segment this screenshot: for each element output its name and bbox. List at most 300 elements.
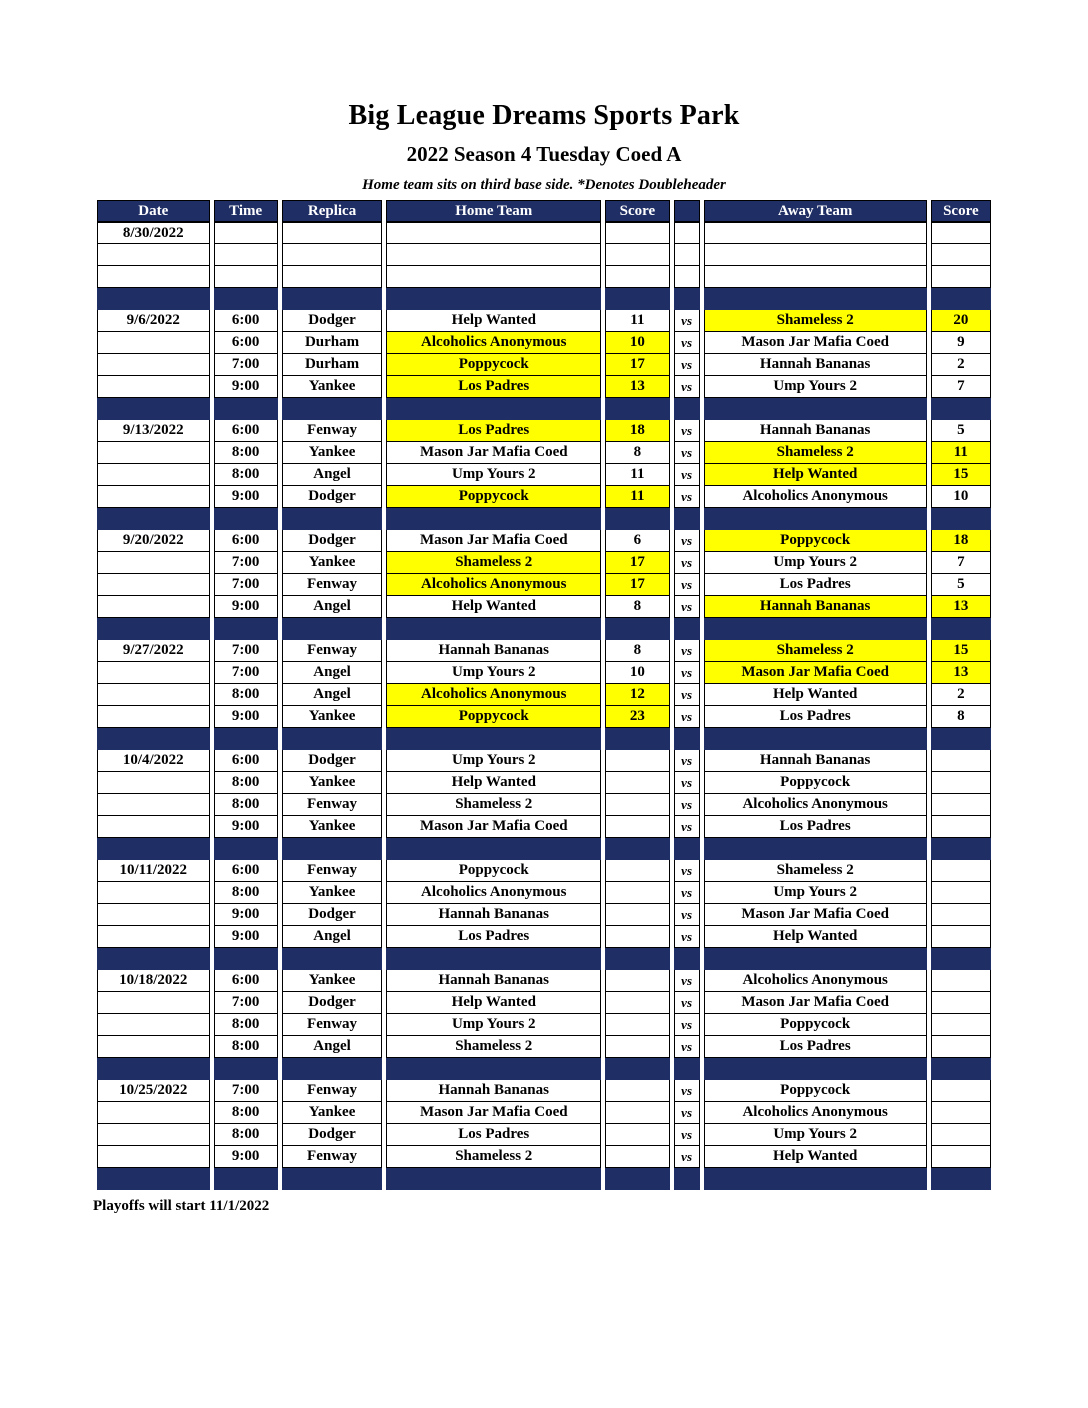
away-team-cell: Alcoholics Anonymous [704, 794, 927, 816]
separator-cell [605, 1168, 669, 1190]
replica-cell: Angel [282, 684, 382, 706]
away-score-cell [931, 1080, 991, 1102]
separator-cell [674, 508, 700, 530]
vs-label [674, 222, 700, 244]
away-score-cell [931, 1014, 991, 1036]
separator-cell [931, 948, 991, 970]
date-cell [97, 354, 210, 376]
replica-cell: Fenway [282, 1014, 382, 1036]
separator-cell [386, 398, 601, 420]
home-team-cell: Alcoholics Anonymous [386, 882, 601, 904]
separator-cell [97, 728, 210, 750]
date-cell [97, 464, 210, 486]
date-cell [97, 574, 210, 596]
away-team-cell: Mason Jar Mafia Coed [704, 332, 927, 354]
separator-row [97, 838, 991, 860]
separator-cell [214, 398, 278, 420]
away-score-cell [931, 970, 991, 992]
away-score-cell [931, 1102, 991, 1124]
separator-cell [605, 728, 669, 750]
vs-label: vs [674, 464, 700, 486]
date-cell [97, 794, 210, 816]
separator-row [97, 508, 991, 530]
replica-cell: Yankee [282, 442, 382, 464]
separator-cell [386, 728, 601, 750]
date-cell [97, 772, 210, 794]
replica-cell: Dodger [282, 310, 382, 332]
date-cell: 10/25/2022 [97, 1080, 210, 1102]
date-cell: 9/13/2022 [97, 420, 210, 442]
away-score-cell [931, 1146, 991, 1168]
home-team-cell: Help Wanted [386, 992, 601, 1014]
home-score-cell: 17 [605, 552, 669, 574]
replica-cell: Fenway [282, 1080, 382, 1102]
separator-cell [931, 288, 991, 310]
separator-cell [931, 508, 991, 530]
home-team-cell: Los Padres [386, 376, 601, 398]
schedule-row [97, 376, 991, 398]
schedule-row [97, 706, 991, 728]
separator-row [97, 728, 991, 750]
vs-label: vs [674, 860, 700, 882]
vs-label: vs [674, 442, 700, 464]
away-score-cell: 2 [931, 354, 991, 376]
date-cell [97, 442, 210, 464]
time-cell: 8:00 [214, 1036, 278, 1058]
home-score-cell [605, 794, 669, 816]
separator-cell [674, 398, 700, 420]
home-score-cell [605, 222, 669, 244]
replica-cell: Angel [282, 464, 382, 486]
time-cell: 6:00 [214, 750, 278, 772]
separator-cell [97, 618, 210, 640]
home-score-cell: 8 [605, 640, 669, 662]
home-team-cell: Help Wanted [386, 310, 601, 332]
time-cell: 9:00 [214, 1146, 278, 1168]
away-team-cell: Ump Yours 2 [704, 1124, 927, 1146]
schedule-row [97, 1124, 991, 1146]
away-team-cell [704, 244, 927, 266]
away-team-cell: Los Padres [704, 816, 927, 838]
separator-cell [386, 288, 601, 310]
replica-cell: Yankee [282, 706, 382, 728]
vs-label: vs [674, 420, 700, 442]
column-header [674, 200, 700, 222]
separator-cell [605, 398, 669, 420]
schedule-row [97, 530, 991, 552]
time-cell: 6:00 [214, 530, 278, 552]
separator-cell [605, 1058, 669, 1080]
time-cell: 8:00 [214, 684, 278, 706]
date-cell [97, 662, 210, 684]
home-score-cell [605, 1036, 669, 1058]
home-score-cell: 8 [605, 596, 669, 618]
date-cell [97, 706, 210, 728]
home-team-cell: Ump Yours 2 [386, 662, 601, 684]
date-cell [97, 1124, 210, 1146]
time-cell: 7:00 [214, 552, 278, 574]
schedule-row [97, 904, 991, 926]
away-score-cell: 2 [931, 684, 991, 706]
schedule-row [97, 244, 991, 266]
separator-cell [214, 728, 278, 750]
vs-label: vs [674, 1036, 700, 1058]
schedule-row [97, 640, 991, 662]
separator-cell [386, 948, 601, 970]
schedule-row [97, 794, 991, 816]
vs-label: vs [674, 662, 700, 684]
away-score-cell [931, 222, 991, 244]
away-team-cell: Alcoholics Anonymous [704, 970, 927, 992]
vs-label: vs [674, 332, 700, 354]
date-cell: 9/6/2022 [97, 310, 210, 332]
schedule-row [97, 684, 991, 706]
vs-label: vs [674, 486, 700, 508]
time-cell: 8:00 [214, 794, 278, 816]
home-team-cell: Poppycock [386, 706, 601, 728]
home-score-cell [605, 1124, 669, 1146]
time-cell: 7:00 [214, 662, 278, 684]
separator-cell [704, 1168, 927, 1190]
separator-cell [605, 618, 669, 640]
column-header: Home Team [386, 200, 601, 222]
away-team-cell: Poppycock [704, 1014, 927, 1036]
schedule-row [97, 222, 991, 244]
away-score-cell [931, 992, 991, 1014]
separator-row [97, 1058, 991, 1080]
replica-cell: Yankee [282, 552, 382, 574]
away-score-cell [931, 750, 991, 772]
home-score-cell [605, 772, 669, 794]
separator-cell [605, 948, 669, 970]
away-team-cell: Shameless 2 [704, 860, 927, 882]
replica-cell: Fenway [282, 1146, 382, 1168]
home-score-cell [605, 1080, 669, 1102]
home-score-cell: 11 [605, 486, 669, 508]
away-score-cell: 20 [931, 310, 991, 332]
home-team-cell: Hannah Bananas [386, 970, 601, 992]
date-cell [97, 684, 210, 706]
vs-label [674, 266, 700, 288]
away-score-cell [931, 904, 991, 926]
vs-label: vs [674, 640, 700, 662]
home-team-cell: Mason Jar Mafia Coed [386, 442, 601, 464]
schedule-table [93, 200, 995, 1190]
separator-row [97, 288, 991, 310]
separator-cell [674, 838, 700, 860]
time-cell: 9:00 [214, 926, 278, 948]
away-team-cell: Help Wanted [704, 1146, 927, 1168]
home-score-cell: 23 [605, 706, 669, 728]
away-team-cell: Shameless 2 [704, 310, 927, 332]
home-team-cell: Hannah Bananas [386, 904, 601, 926]
home-team-cell: Los Padres [386, 1124, 601, 1146]
vs-label: vs [674, 992, 700, 1014]
vs-label: vs [674, 1102, 700, 1124]
time-cell [214, 244, 278, 266]
away-team-cell: Hannah Bananas [704, 420, 927, 442]
replica-cell: Yankee [282, 970, 382, 992]
time-cell: 6:00 [214, 310, 278, 332]
vs-label: vs [674, 816, 700, 838]
separator-row [97, 948, 991, 970]
time-cell: 8:00 [214, 882, 278, 904]
away-team-cell: Help Wanted [704, 684, 927, 706]
time-cell: 6:00 [214, 860, 278, 882]
home-score-cell [605, 1146, 669, 1168]
separator-cell [282, 398, 382, 420]
separator-cell [605, 508, 669, 530]
home-score-cell [605, 816, 669, 838]
away-team-cell: Hannah Bananas [704, 596, 927, 618]
home-score-cell: 11 [605, 310, 669, 332]
away-team-cell: Poppycock [704, 772, 927, 794]
replica-cell: Dodger [282, 530, 382, 552]
away-score-cell [931, 926, 991, 948]
separator-cell [214, 288, 278, 310]
schedule-row [97, 574, 991, 596]
vs-label: vs [674, 750, 700, 772]
away-team-cell: Hannah Bananas [704, 750, 927, 772]
away-score-cell [931, 882, 991, 904]
away-team-cell: Los Padres [704, 574, 927, 596]
time-cell [214, 222, 278, 244]
separator-cell [386, 1168, 601, 1190]
home-score-cell: 17 [605, 574, 669, 596]
separator-cell [704, 948, 927, 970]
replica-cell: Fenway [282, 794, 382, 816]
away-score-cell: 13 [931, 662, 991, 684]
away-team-cell: Alcoholics Anonymous [704, 1102, 927, 1124]
replica-cell: Dodger [282, 486, 382, 508]
home-score-cell [605, 882, 669, 904]
header-row [97, 200, 991, 222]
home-score-cell [605, 904, 669, 926]
separator-cell [704, 288, 927, 310]
away-score-cell: 7 [931, 552, 991, 574]
schedule-row [97, 486, 991, 508]
separator-row [97, 618, 991, 640]
time-cell: 8:00 [214, 772, 278, 794]
date-cell [97, 244, 210, 266]
separator-cell [674, 618, 700, 640]
separator-cell [931, 618, 991, 640]
time-cell: 7:00 [214, 354, 278, 376]
separator-cell [605, 288, 669, 310]
date-cell [97, 992, 210, 1014]
separator-cell [97, 398, 210, 420]
home-team-cell: Ump Yours 2 [386, 1014, 601, 1036]
separator-cell [931, 1058, 991, 1080]
home-score-cell [605, 992, 669, 1014]
away-team-cell: Los Padres [704, 706, 927, 728]
separator-cell [97, 1058, 210, 1080]
schedule-row [97, 420, 991, 442]
vs-label: vs [674, 706, 700, 728]
home-score-cell: 11 [605, 464, 669, 486]
away-score-cell [931, 1036, 991, 1058]
column-header: Replica [282, 200, 382, 222]
schedule-row [97, 926, 991, 948]
schedule-row [97, 750, 991, 772]
separator-cell [704, 398, 927, 420]
separator-cell [704, 1058, 927, 1080]
home-team-cell: Poppycock [386, 860, 601, 882]
schedule-row [97, 1014, 991, 1036]
date-cell [97, 1102, 210, 1124]
schedule-body [97, 222, 991, 1190]
separator-cell [97, 838, 210, 860]
home-team-cell: Ump Yours 2 [386, 464, 601, 486]
separator-cell [282, 1168, 382, 1190]
schedule-row [97, 1146, 991, 1168]
away-score-cell: 15 [931, 464, 991, 486]
separator-cell [674, 1168, 700, 1190]
footer-note: Playoffs will start 11/1/2022 [93, 1198, 270, 1214]
page-title: Big League Dreams Sports Park [348, 100, 740, 131]
home-team-cell: Alcoholics Anonymous [386, 574, 601, 596]
away-score-cell [931, 244, 991, 266]
time-cell: 8:00 [214, 464, 278, 486]
separator-cell [931, 838, 991, 860]
replica-cell: Fenway [282, 574, 382, 596]
column-header: Time [214, 200, 278, 222]
home-team-cell [386, 244, 601, 266]
replica-cell: Dodger [282, 992, 382, 1014]
replica-cell: Fenway [282, 640, 382, 662]
separator-cell [282, 948, 382, 970]
replica-cell: Angel [282, 596, 382, 618]
away-score-cell: 10 [931, 486, 991, 508]
time-cell: 6:00 [214, 332, 278, 354]
home-score-cell [605, 926, 669, 948]
replica-cell: Durham [282, 332, 382, 354]
home-team-cell: Mason Jar Mafia Coed [386, 816, 601, 838]
separator-cell [282, 288, 382, 310]
vs-label: vs [674, 354, 700, 376]
home-team-cell: Help Wanted [386, 596, 601, 618]
replica-cell: Angel [282, 662, 382, 684]
replica-cell: Yankee [282, 1102, 382, 1124]
schedule-row [97, 772, 991, 794]
note-line: Home team sits on third base side. *Denotes Doubleheader [362, 177, 726, 193]
time-cell: 6:00 [214, 420, 278, 442]
home-score-cell [605, 244, 669, 266]
replica-cell: Dodger [282, 1124, 382, 1146]
vs-label: vs [674, 1080, 700, 1102]
vs-label: vs [674, 552, 700, 574]
home-score-cell: 10 [605, 332, 669, 354]
vs-label: vs [674, 1124, 700, 1146]
home-score-cell [605, 860, 669, 882]
date-cell: 8/30/2022 [97, 222, 210, 244]
home-team-cell: Alcoholics Anonymous [386, 332, 601, 354]
away-team-cell: Los Padres [704, 1036, 927, 1058]
replica-cell [282, 266, 382, 288]
away-score-cell [931, 772, 991, 794]
away-team-cell: Mason Jar Mafia Coed [704, 662, 927, 684]
home-team-cell: Poppycock [386, 354, 601, 376]
away-score-cell: 8 [931, 706, 991, 728]
home-team-cell: Poppycock [386, 486, 601, 508]
home-team-cell: Hannah Bananas [386, 640, 601, 662]
home-team-cell: Hannah Bananas [386, 1080, 601, 1102]
separator-cell [214, 1168, 278, 1190]
home-score-cell: 10 [605, 662, 669, 684]
separator-cell [704, 838, 927, 860]
away-score-cell: 15 [931, 640, 991, 662]
home-team-cell: Ump Yours 2 [386, 750, 601, 772]
season-subtitle: 2022 Season 4 Tuesday Coed A [406, 142, 682, 166]
separator-cell [97, 948, 210, 970]
time-cell: 6:00 [214, 970, 278, 992]
separator-cell [386, 838, 601, 860]
away-team-cell [704, 266, 927, 288]
date-cell [97, 596, 210, 618]
separator-cell [931, 398, 991, 420]
schedule-row [97, 1102, 991, 1124]
schedule-row [97, 970, 991, 992]
time-cell: 9:00 [214, 596, 278, 618]
schedule-row [97, 882, 991, 904]
date-cell [97, 332, 210, 354]
replica-cell [282, 244, 382, 266]
separator-cell [282, 838, 382, 860]
time-cell [214, 266, 278, 288]
home-score-cell: 13 [605, 376, 669, 398]
separator-cell [386, 1058, 601, 1080]
away-team-cell: Help Wanted [704, 926, 927, 948]
date-cell: 10/4/2022 [97, 750, 210, 772]
vs-label: vs [674, 904, 700, 926]
replica-cell: Durham [282, 354, 382, 376]
separator-cell [97, 1168, 210, 1190]
vs-label: vs [674, 970, 700, 992]
away-score-cell: 18 [931, 530, 991, 552]
separator-cell [97, 508, 210, 530]
replica-cell [282, 222, 382, 244]
home-score-cell [605, 1014, 669, 1036]
home-score-cell [605, 1102, 669, 1124]
time-cell: 7:00 [214, 992, 278, 1014]
schedule-row [97, 816, 991, 838]
schedule-row [97, 596, 991, 618]
separator-cell [214, 948, 278, 970]
schedule-row [97, 310, 991, 332]
separator-row [97, 398, 991, 420]
date-cell [97, 1146, 210, 1168]
replica-cell: Yankee [282, 882, 382, 904]
separator-cell [282, 508, 382, 530]
column-header: Score [605, 200, 669, 222]
schedule-row [97, 332, 991, 354]
date-cell [97, 904, 210, 926]
date-cell: 9/27/2022 [97, 640, 210, 662]
schedule-row [97, 354, 991, 376]
time-cell: 8:00 [214, 1014, 278, 1036]
home-score-cell: 18 [605, 420, 669, 442]
away-team-cell: Ump Yours 2 [704, 376, 927, 398]
replica-cell: Fenway [282, 860, 382, 882]
away-score-cell: 11 [931, 442, 991, 464]
replica-cell: Yankee [282, 772, 382, 794]
separator-cell [704, 508, 927, 530]
date-cell [97, 882, 210, 904]
replica-cell: Dodger [282, 904, 382, 926]
home-team-cell [386, 266, 601, 288]
home-score-cell [605, 970, 669, 992]
vs-label: vs [674, 684, 700, 706]
